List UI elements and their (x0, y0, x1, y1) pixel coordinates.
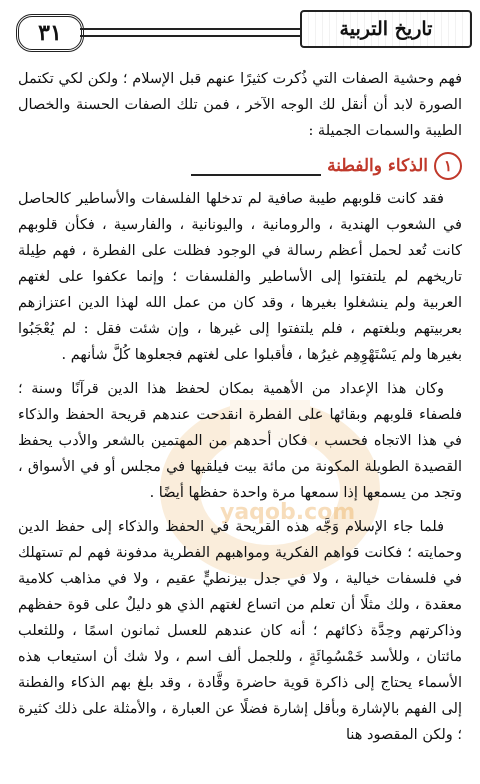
watermark-text: yaqob.com (220, 500, 356, 525)
running-title: تاريخ التربية (300, 10, 472, 48)
page-body (18, 66, 462, 756)
paragraph-3: فلما جاء الإسلام وَجَّه هذه القريحة في الحفظ والذكاء إلى حفظ الدين وحمايته ؛ فكانت قواهم الفكرية ومواهبهم الفطرية مدفونة فهم لم تستهلك في فلسفات خيالية ، ولا في جدل بيزنطيٍّ عقيم ، ولا في مذاهب كلامية معقدة ، ولك مثلًا أن تعلم من اتساع لغتهم الذي هو دليلٌ على قوة حفظهم وذاكرتهم وحِدَّة ذكائهم ؛ أنه كان عندهم للعسل ثمانون اسمًا ، وللثعلب مائتان ، وللأسد خَمْسُمِائَةٍ ، وللجمل ألف اسم ، ولا شك أن استيعاب هذه الأسماء يحتاج إلى ذاكرة قوية حاضرة وقَّادة ، وقد بلغ بهم الذكاء والفطنة إلى الفهم بالإشارة وبأقل إشارة فضلًا عن العبارة ، والأمثلة على ذلك كثيرة ؛ ولكن المقصود هنا (18, 519, 462, 743)
page-header (0, 0, 480, 60)
intro-paragraph: فهم وحشية الصفات التي ذُكرت كثيرًا عنهم قبل الإسلام ؛ ولكن لكي تكتمل الصورة لابد أن أنقل لك الوجه الآخر ، فمن تلك الصفات الحسنة والخصال الطيبة والسمات الجميلة : (18, 71, 462, 139)
page-number: ٣١ (16, 14, 84, 52)
section-title: الذكاء والفطنة (327, 156, 428, 176)
paragraph-2: وكان هذا الإعداد من الأهمية بمكان لحفظ هذا الدين قرآنًا وسنة ؛ فلصفاء قلوبهم وبقائها على الفطرة انقدحت عندهم قريحة الحفظ والذكاء في هذا الاتجاه فحسب ، فكان أحدهم من المهتمين بالشعر والأدب يحفظ القصيدة الطويلة المكونة من مائة بيت فيلقيها في مجلس أو في الأسواق ، وتجد من يسمعها إذا سمعها مرة واحدة حفظها أيضًا . (18, 381, 462, 501)
section-underline (191, 174, 321, 176)
section-heading (18, 152, 462, 180)
header-divider (80, 28, 300, 37)
paragraph-1: فقد كانت قلوبهم طيبة صافية لم تدخلها الفلسفات والأساطير كالحاصل في الشعوب الهندية ، والرومانية ، واليونانية ، والفارسية ، فكأن قلوبهم كانت تُعد لحمل أعظم رسالة في الوجود فظلت على الفطرة ، فهم طِيلة تاريخهم لم يلتفتوا إلى الأساطير والفلسفات ؛ وإنما عكفوا على لغتهم العربية ولم ينشغلوا بغيرها ، وقد كان من عمل الله لهذا الدين اعتزازهم بعربيتهم وبلغتهم ، فلم يلتفتوا إلى غيرها ، وإن شئت فقل : لم يُعْجَبُوا بغيرها ولم يَسْتَهْوِهِم غيرُها ، فأقبلوا على لغتهم فجعلوها كُلَّ شأنهم . (18, 191, 462, 363)
section-number-badge: ١ (434, 152, 462, 180)
